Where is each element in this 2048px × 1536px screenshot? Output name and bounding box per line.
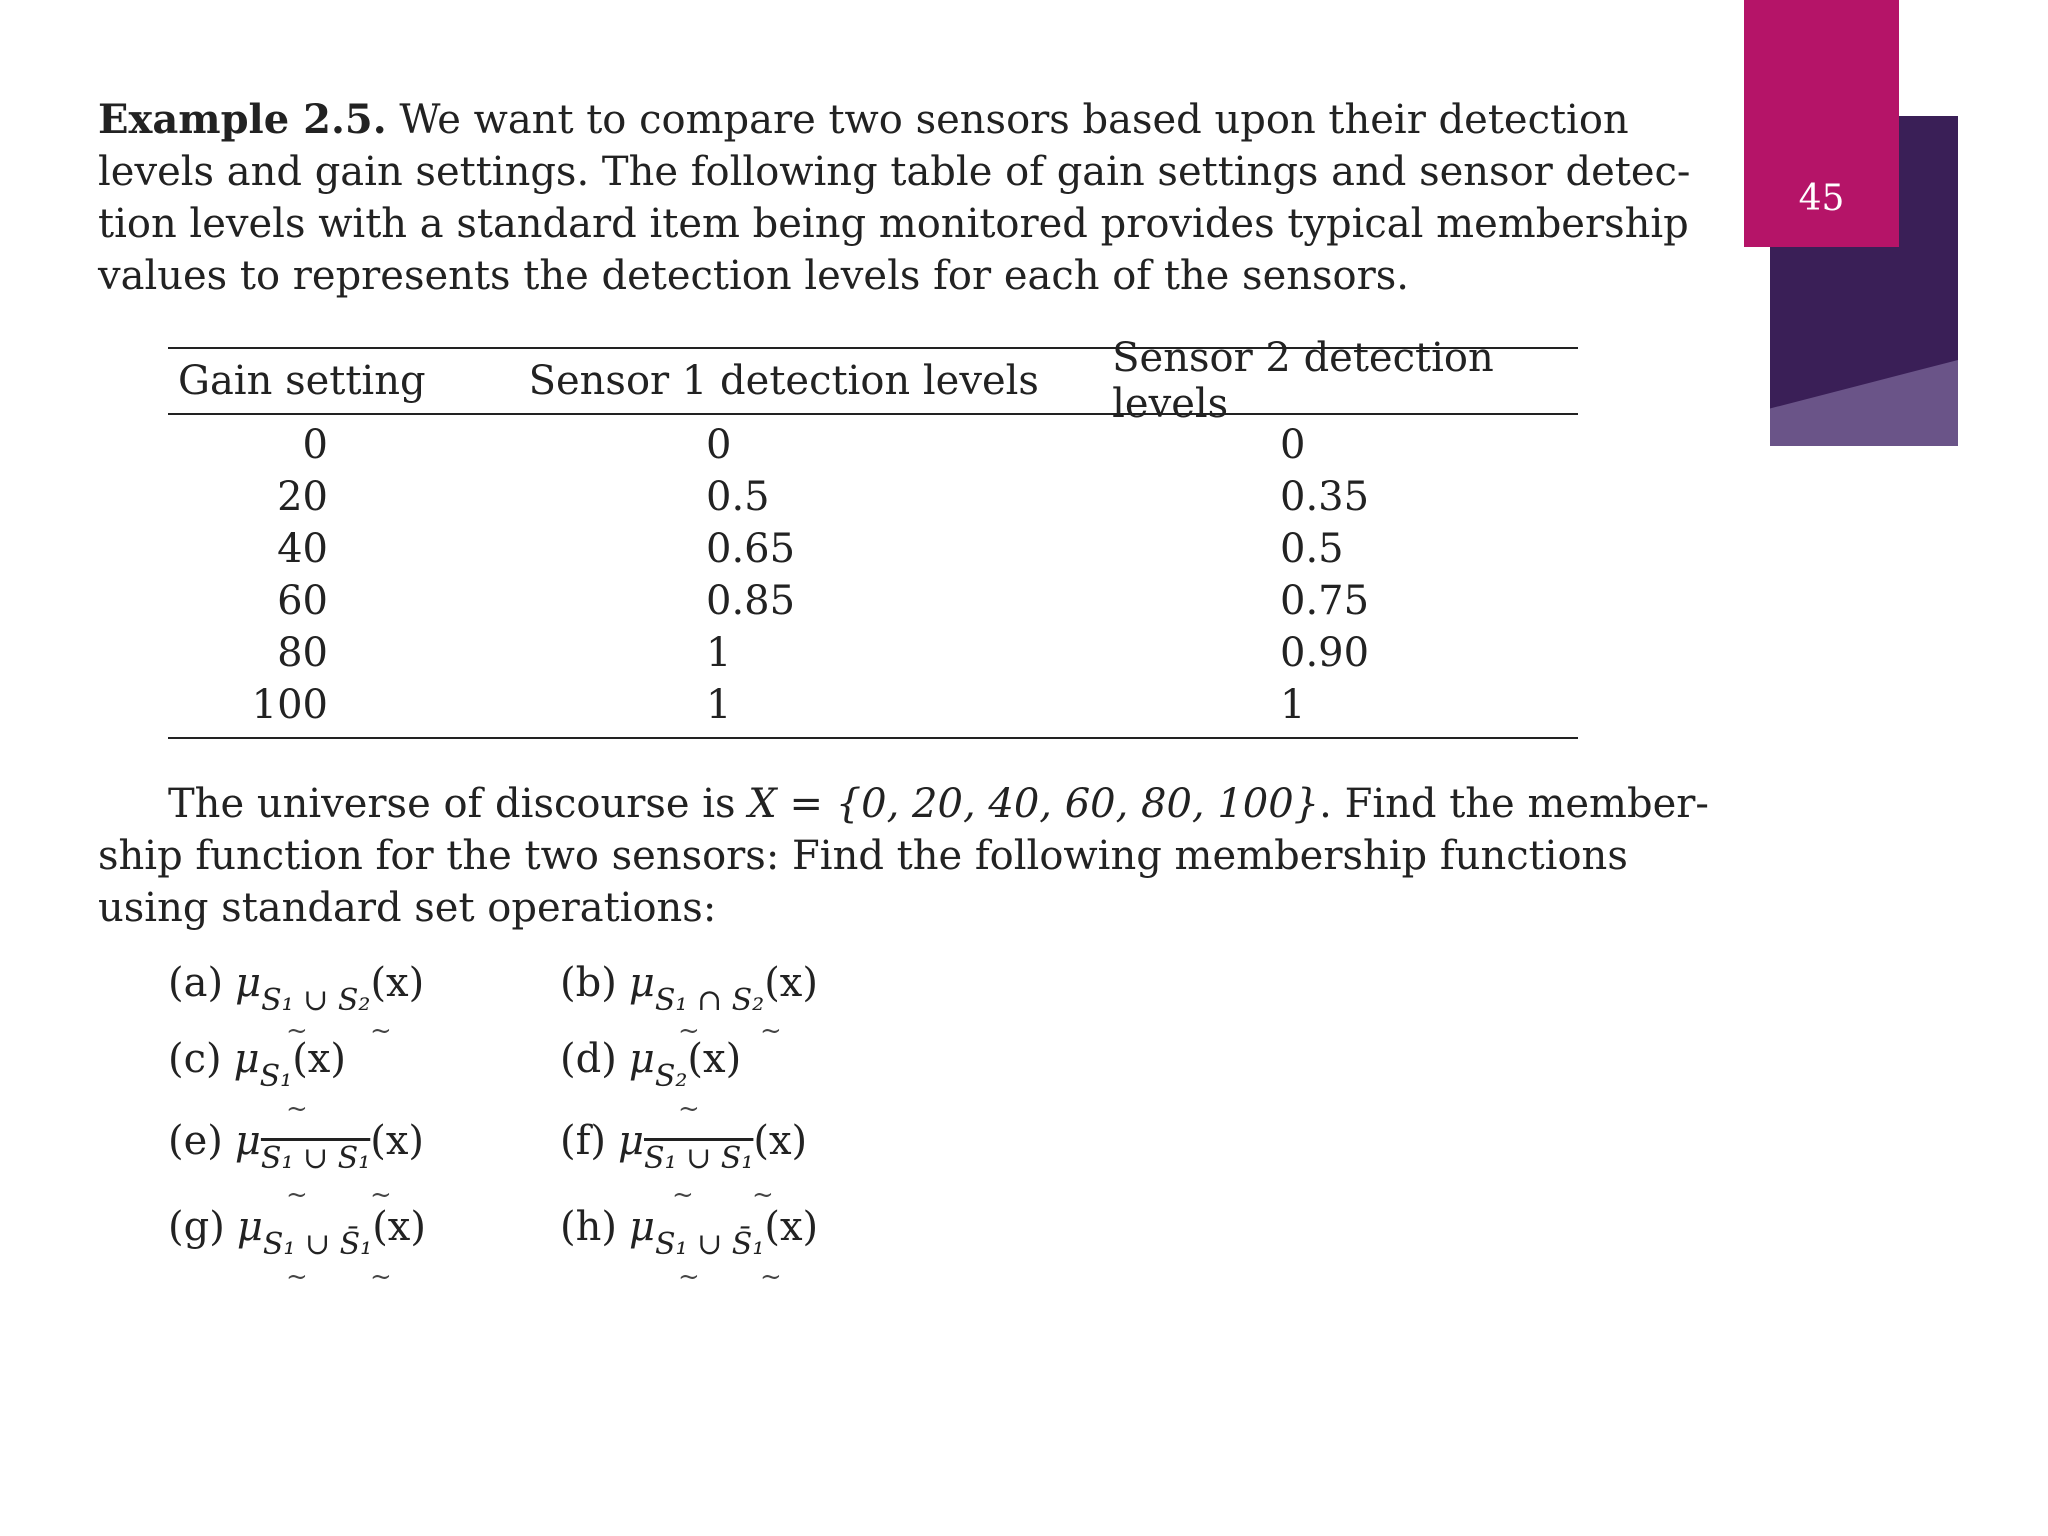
tilde-mark: ~ xyxy=(678,1262,700,1292)
mu-symbol: μ xyxy=(236,1204,263,1250)
exercise-e xyxy=(168,1118,425,1176)
mu-symbol: μ xyxy=(233,1036,260,1082)
exercise-label: (f) xyxy=(560,1118,607,1164)
cell-sensor-1: 1 xyxy=(706,630,732,676)
mu-symbol: μ xyxy=(235,960,262,1006)
exercise-b xyxy=(560,960,818,1018)
intro-line-1 xyxy=(98,94,1678,146)
exercise-argument: (x) xyxy=(687,1036,742,1082)
intro-paragraph xyxy=(98,94,1691,302)
intro-line-1-text: We want to compare two sensors based upon their detection xyxy=(399,97,1629,143)
page-number: 45 xyxy=(1798,178,1845,219)
tilde-mark: ~ xyxy=(286,1180,308,1210)
table-row xyxy=(168,575,1578,627)
intro-line-4: values to represents the detection levels for each of the sensors. xyxy=(98,253,1409,299)
table-row xyxy=(168,679,1578,731)
tilde-mark: ~ xyxy=(760,1262,782,1292)
exercise-label: (g) xyxy=(168,1204,225,1250)
exercise-a xyxy=(168,960,425,1018)
cell-gain: 80 xyxy=(277,630,328,676)
cell-sensor-1: 0 xyxy=(706,422,732,468)
table-body xyxy=(168,415,1578,737)
exercise-subscript: S₁ ∪ S₁ xyxy=(260,1141,371,1176)
tilde-mark: ~ xyxy=(370,1180,392,1210)
cell-sensor-1: 1 xyxy=(706,682,732,728)
mu-symbol: μ xyxy=(628,1036,655,1082)
exercise-label: (c) xyxy=(168,1036,222,1082)
exercise-d xyxy=(560,1036,742,1094)
intro-line-3: tion levels with a standard item being monitored provides typical membership xyxy=(98,201,1689,247)
exercise-g xyxy=(168,1204,426,1262)
header-sensor-2: Sensor 2 detection levels xyxy=(1112,335,1494,427)
exercise-label: (d) xyxy=(560,1036,617,1082)
exercise-c xyxy=(168,1036,346,1094)
exercise-argument: (x) xyxy=(370,1118,425,1164)
exercise-argument: (x) xyxy=(292,1036,346,1082)
closing-line-3: using standard set operations: xyxy=(98,885,717,931)
cell-sensor-2: 0.75 xyxy=(1280,578,1370,624)
exercise-subscript: S₂ xyxy=(654,1059,688,1094)
example-heading: Example 2.5. xyxy=(98,96,387,143)
closing-line-2: ship function for the two sensors: Find the following membership functions xyxy=(98,833,1628,879)
table-row xyxy=(168,627,1578,679)
closing-paragraph xyxy=(98,778,1709,934)
tilde-mark: ~ xyxy=(752,1180,774,1210)
cell-gain: 0 xyxy=(302,422,328,468)
tilde-mark: ~ xyxy=(286,1262,308,1292)
cell-sensor-1: 0.65 xyxy=(706,526,796,572)
header-gain-setting: Gain setting xyxy=(178,358,426,404)
universe-set: X = {0, 20, 40, 60, 80, 100} xyxy=(748,781,1320,827)
table-row xyxy=(168,471,1578,523)
cell-gain: 40 xyxy=(277,526,328,572)
detection-levels-table xyxy=(168,335,1578,739)
cell-sensor-1: 0.85 xyxy=(706,578,796,624)
exercise-argument: (x) xyxy=(753,1118,808,1164)
mu-symbol: μ xyxy=(234,1118,261,1164)
closing-line-1-text: The universe of discourse is xyxy=(168,781,749,827)
table-row xyxy=(168,419,1578,471)
exercise-argument: (x) xyxy=(370,960,425,1006)
tilde-mark: ~ xyxy=(370,1016,392,1046)
exercise-argument: (x) xyxy=(764,960,818,1006)
cell-sensor-2: 0.35 xyxy=(1280,474,1370,520)
mu-symbol: μ xyxy=(628,960,655,1006)
tilde-mark: ~ xyxy=(286,1016,308,1046)
exercise-label: (b) xyxy=(560,960,617,1006)
cell-gain: 20 xyxy=(277,474,328,520)
cell-sensor-2: 1 xyxy=(1280,682,1306,728)
exercise-label: (a) xyxy=(168,960,224,1006)
intro-line-2: levels and gain settings. The following table of gain settings and sensor detec- xyxy=(98,149,1691,195)
mu-symbol: μ xyxy=(628,1204,655,1250)
cell-sensor-2: 0.90 xyxy=(1280,630,1370,676)
table-header xyxy=(168,335,1578,427)
exercise-h xyxy=(560,1204,819,1262)
exercise-subscript: S₁ ∪ S̄₁ xyxy=(262,1227,373,1262)
table-row xyxy=(168,523,1578,575)
tilde-mark: ~ xyxy=(678,1016,700,1046)
closing-line-1-tail: . Find the member- xyxy=(1319,781,1709,827)
exercise-subscript: S₁ ∪ S₁ xyxy=(644,1141,754,1176)
cell-gain: 100 xyxy=(251,682,328,728)
tilde-mark: ~ xyxy=(286,1094,308,1124)
exercise-subscript: S₁ xyxy=(259,1059,293,1094)
exercise-argument: (x) xyxy=(372,1204,426,1250)
tilde-mark: ~ xyxy=(370,1262,392,1292)
exercise-label: (e) xyxy=(168,1118,223,1164)
cell-sensor-1: 0.5 xyxy=(706,474,770,520)
tilde-mark: ~ xyxy=(760,1016,782,1046)
mu-symbol: μ xyxy=(618,1118,645,1164)
exercise-subscript: S₁ ∪ S₂ xyxy=(261,983,371,1018)
exercise-label: (h) xyxy=(560,1204,617,1250)
cell-gain: 60 xyxy=(277,578,328,624)
cell-sensor-2: 0 xyxy=(1280,422,1306,468)
tilde-mark: ~ xyxy=(672,1180,694,1210)
exercise-subscript: S₁ ∪ S̄₁ xyxy=(654,1227,765,1262)
exercise-argument: (x) xyxy=(764,1204,819,1250)
closing-line-1 xyxy=(98,778,1709,830)
exercise-f xyxy=(560,1118,808,1176)
exercise-subscript: S₁ ∩ S₂ xyxy=(654,983,765,1018)
cell-sensor-2: 0.5 xyxy=(1280,526,1344,572)
header-sensor-1: Sensor 1 detection levels xyxy=(528,358,1039,404)
tilde-mark: ~ xyxy=(678,1094,700,1124)
